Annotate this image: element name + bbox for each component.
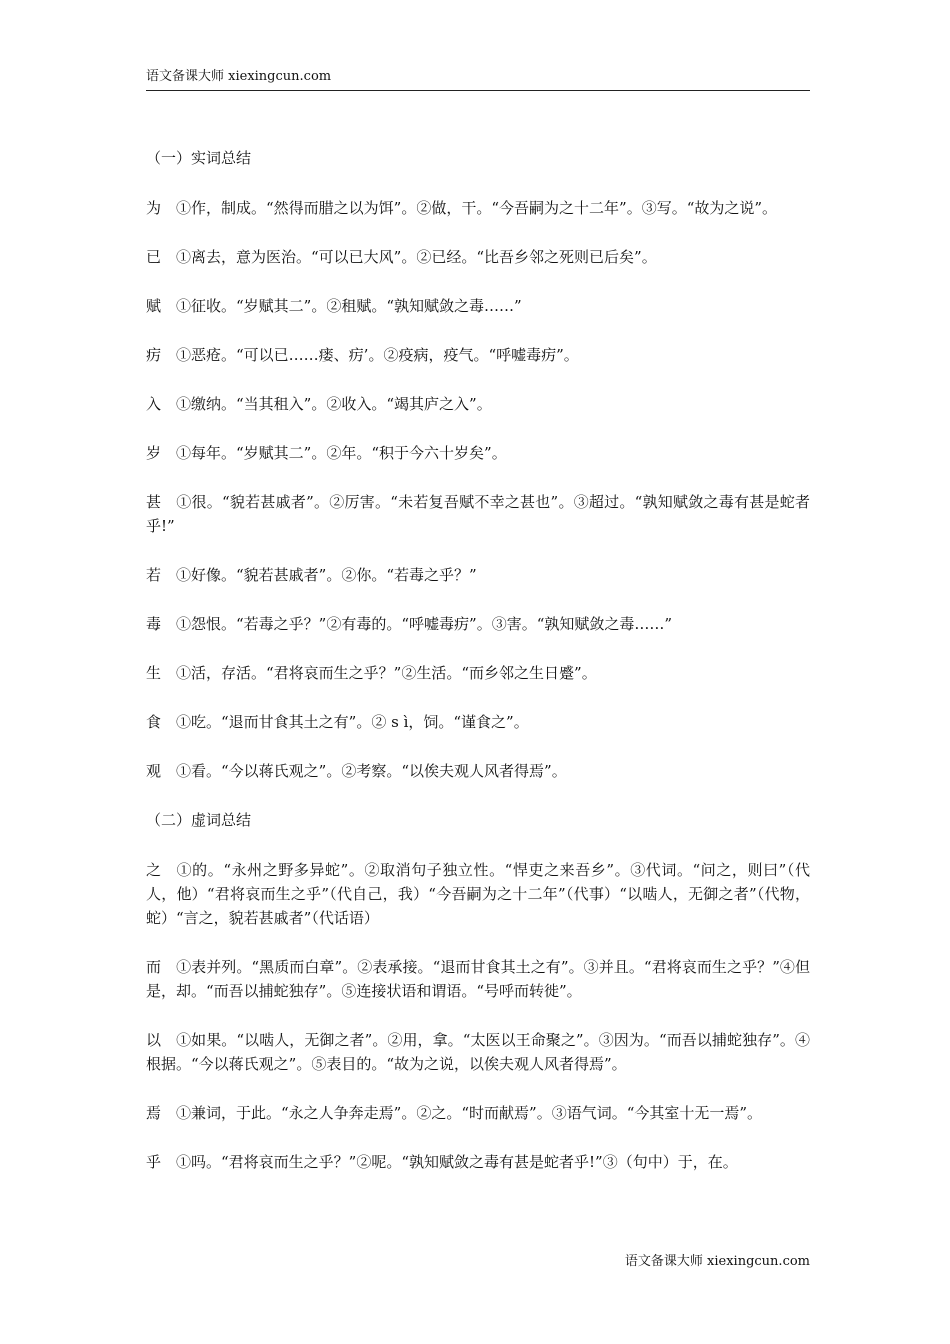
entry-text: ①好像。“貌若甚戚者”。②你。“若毒之乎？”	[176, 566, 477, 584]
section-title: （一）实词总结	[146, 149, 252, 167]
entry-term: 甚	[146, 493, 162, 511]
entry-term: 为	[146, 199, 162, 217]
entry-term: 毒	[146, 615, 162, 633]
entry-term: 入	[146, 395, 162, 413]
entry	[146, 1101, 810, 1125]
entry	[146, 196, 810, 220]
entry-term: 观	[146, 762, 162, 780]
entry	[146, 955, 810, 1003]
entry-term: 而	[146, 958, 162, 976]
entry-term: 焉	[146, 1104, 162, 1122]
entry	[146, 441, 810, 465]
page-header	[146, 70, 810, 91]
entry-text: ①怨恨。“若毒之乎？”②有毒的。“呼嘘毒疠”。③害。“孰知赋敛之毒……”	[176, 615, 673, 633]
entry-text: ①兼词，于此。“永之人争奔走焉”。②之。“时而献焉”。③语气词。“今其室十无一焉”。	[176, 1104, 763, 1122]
entry	[146, 392, 810, 416]
entry	[146, 759, 810, 783]
entry-text: ①离去，意为医治。“可以已大风”。②已经。“比吾乡邻之死则已后矣”。	[176, 248, 657, 266]
entry	[146, 245, 810, 269]
section-function-words	[146, 808, 810, 1174]
entry	[146, 612, 810, 636]
entry-text: ①如果。“以啮人，无御之者”。②用，拿。“太医以王命聚之”。③因为。“而吾以捕蛇独存”。④根据。“今以蒋氏观之”。⑤表目的。“故为之说，以俟夫观人风者得焉”。	[146, 1031, 810, 1073]
entry-term: 疠	[146, 346, 162, 364]
footer-site-text: 语文备课大师 xiexingcun.com	[624, 1254, 810, 1269]
document-body	[146, 146, 810, 1199]
entry	[146, 710, 810, 734]
section-title: （二）虚词总结	[146, 811, 252, 829]
entry	[146, 858, 810, 930]
entry	[146, 563, 810, 587]
entry-text: ①作，制成。“然得而腊之以为饵”。②做，干。“今吾嗣为之十二年”。③写。“故为之说”。	[176, 199, 778, 217]
entry-text: ①看。“今以蒋氏观之”。②考察。“以俟夫观人风者得焉”。	[176, 762, 567, 780]
entry-text: ①征收。“岁赋其二”。②租赋。“孰知赋敛之毒……”	[176, 297, 522, 315]
entry-text: ①吃。“退而甘食其土之有”。② s ì，饲。“谨食之”。	[176, 713, 529, 731]
entry	[146, 343, 810, 367]
entry-term: 岁	[146, 444, 162, 462]
entry-term: 以	[146, 1031, 162, 1049]
entry-term: 食	[146, 713, 162, 731]
entry	[146, 661, 810, 685]
entry-text: ①恶疮。“可以已……瘘、疠’。②疫病，疫气。“呼嘘毒疠”。	[176, 346, 579, 364]
entry-term: 已	[146, 248, 162, 266]
section-content-words	[146, 146, 810, 783]
entry-term: 若	[146, 566, 162, 584]
entry-term: 赋	[146, 297, 162, 315]
entry-text: ①很。“貌若甚戚者”。②厉害。“未若复吾赋不幸之甚也”。③超过。“孰知赋敛之毒有甚是蛇者乎!”	[146, 493, 810, 535]
entry-text: ①的。“永州之野多异蛇”。②取消句子独立性。“悍吏之来吾乡”。③代词。“问之，则曰”（代人，他）“君将哀而生之乎”（代自己，我）“今吾嗣为之十二年”（代事）“以啮人，无御之者”（代物，蛇）“言之，貌若甚戚者”（代话语）	[146, 861, 810, 927]
entry-text: ①吗。“君将哀而生之乎？”②呢。“孰知赋敛之毒有甚是蛇者乎!”③（句中）于，在。	[176, 1153, 738, 1171]
page-footer	[625, 1250, 810, 1269]
entry-text: ①缴纳。“当其租入”。②收入。“竭其庐之入”。	[176, 395, 492, 413]
entry-term: 乎	[146, 1153, 162, 1171]
header-site-text: 语文备课大师 xiexingcun.com	[146, 69, 332, 84]
entry-text: ①每年。“岁赋其二”。②年。“积于今六十岁矣”。	[176, 444, 507, 462]
entry	[146, 490, 810, 538]
entry-term: 之	[146, 861, 162, 879]
entry	[146, 294, 810, 318]
entry-text: ①活，存活。“君将哀而生之乎？”②生活。“而乡邻之生日蹙”。	[176, 664, 597, 682]
entry-term: 生	[146, 664, 162, 682]
entry	[146, 1028, 810, 1076]
entry-text: ①表并列。“黑质而白章”。②表承接。“退而甘食其土之有”。③并且。“君将哀而生之乎？”④但是，却。“而吾以捕蛇独存”。⑤连接状语和谓语。“号呼而转徙”。	[146, 958, 810, 1000]
entry	[146, 1150, 810, 1174]
